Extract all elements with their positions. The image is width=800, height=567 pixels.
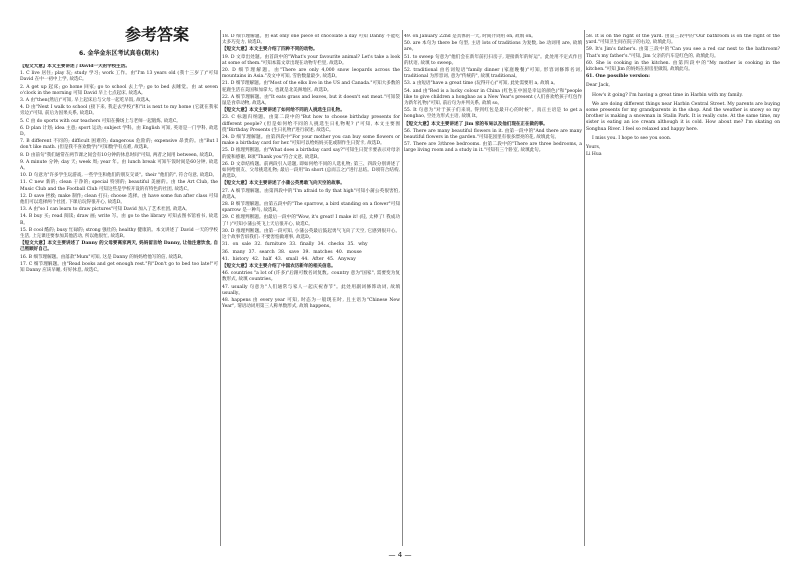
- answer-item: 30. D 推理判断题。由第一段可知, 小蒲公英最后鼓起勇气飞向了天空, 它感到很开心。这个故事告诉我们: 不要害怕做难事, 故选D。: [222, 228, 400, 241]
- answer-item: 51. to sweep 句意为"他们会在新年前打扫房子, 迎接新年的好运"。此处用不定式作目的状语, 故填 to sweep。: [404, 54, 582, 66]
- answer-item: 59. It's Jim's father's. 由第三段中的"Can you see a red car next to the bathroom? That's my father's."可知, Jim 父亲的汽车是红色的, 故填此句。: [586, 47, 780, 59]
- essay-paragraph: We are doing different things near Harbin Central Street. My parents are buying some presents for my grandparents in the shop. And the weather is snowy so my brother is making a snowman in Stalin Park. It is really cute. At the same time, my sister is eating an ice cream although it is cold. How about me? I'm skating on Songhua River. I feel so relaxed and happy here.: [586, 101, 780, 132]
- column-divider: [402, 30, 403, 546]
- answer-item: 2. A get up 起床; go home 回家; go to school 去上学; go to bed 去睡觉。由 at seven o'clock in the morning 可知 David 早上七点起床, 故选A。: [20, 84, 218, 96]
- answer-item: 58. It is on the right of the yard. 由第三段中的"Our bathroom is on the right of the yard."可知卫生间在院子的右边, 故填此句。: [586, 34, 780, 46]
- answer-item: 4. D 由"Next I walk to school (接下来, 我走去学校)"和"it is next to my home (它就在我家旁边)"可知, 前后为因果关系, 故选D。: [20, 105, 218, 117]
- essay-signature: Li Hua: [586, 152, 602, 158]
- answer-item: 6. D plan 计划; idea 主意; sport 运动; subject 学科。由 English 可知, 英语是一门学科, 故选D。: [20, 125, 218, 138]
- page-number: — 4 —: [388, 551, 412, 559]
- answer-item: 14. B buy 买; read 阅读; draw 画; write 写。由 go to the library 可知去图书馆看书, 故选B。: [20, 214, 218, 226]
- answer-item: 46. countries "a lot of (许多)"后跟可数名词复数。country 意为"国家", 需要变为复数形式, 故填 countries。: [222, 271, 400, 283]
- answer-item: 53. a 由短语"have a great time (玩得开心)"可知, 此处需要用 a, 故填 a。: [404, 81, 558, 87]
- passage-summary: 【短文大意】本文主要讲述了 Jim 家的布局以及他们现在正在做的事。: [404, 121, 548, 127]
- passage-summary: 【短文大意】本文主要讲述了David一天的学校生活。: [20, 64, 130, 69]
- answer-item: 23. C 标题归纳题。由第二段中的"But how to choose birthday presents for different people? (但是如何给不同的人挑选生日礼物呢? )"可知, 本文主要围绕"Birthday Presents (生日礼物)"进行叙述, 故选C。: [222, 115, 400, 133]
- answer-item: 11. C new 新的; clean 干净的; special 特别的; beautiful 美丽的。由 the Art Club, the Music Club and the Football Club 可知这些是学校开设的有特色的社团, 故选C。: [20, 180, 218, 192]
- answer-item: 12. D save 拯救; make 制作; clean 打扫; choose 选择。由 have some fun after class 可知他们可以选择两个社团, 下课后玩得很开心, 故选D。: [20, 193, 218, 206]
- essay-closing: Yours,: [586, 145, 601, 151]
- answer-item: 60. She is cooking in the kitchen. 由第四段中的"My mother is cooking in the kitchen."可知 Jim 的妈妈在厨房里做饭, 故填此句。: [586, 60, 780, 73]
- passage-summary: 【短文大意】本文主要介绍了四种不同的动物。: [222, 47, 318, 53]
- answer-item: 18. D 细节理解题。由 eat only one piece of chocolate a day 可知 Danny 不能吃太多巧克力, 故选D。: [222, 34, 400, 46]
- section-title: 6. 金华金东区考试真卷(期末): [78, 50, 160, 57]
- answer-item: 25. D 推理判断题。由"What does a birthday card say?"可知生日贺卡要表示对母亲的爱和感谢, B项"Thank you"符合文意, 故选B。: [222, 148, 400, 160]
- answer-item: 47. usually 句意为"人们通常与家人一起庆祝春节"。此处用副词修饰动词, 故填 usually。: [222, 284, 400, 296]
- essay-salutation: Dear Jack,: [586, 83, 610, 89]
- answer-row: 36. many 37. search 38. save 39. matches 40. mouse: [222, 249, 362, 255]
- answer-item: 49. on January 22nd 是具体的一天, 时间介词用 on, 故填 on。: [404, 34, 536, 39]
- answer-item: 57. There are 3/three bedrooms. 由第二段中的"There are three bedrooms, a large living room and a study in it."可知有三个卧室, 故填此句。: [404, 142, 582, 154]
- answer-item: 17. C 细节理解题。由"Read books and get enough rest."和"Don't go to bed too late!"可知 Danny 应该早睡, 好好休息, 故选C。: [20, 261, 218, 274]
- answer-row: 41. history 42. half 43. small 44. After 45. Anyway: [222, 256, 356, 262]
- answer-item: 20. D 细节理解题。由"There are only 4,000 snow leopards across the mountains in Asia."及文中可知, 雪豹数量最少, 故选D。: [222, 68, 400, 80]
- sample-essay: [586, 83, 780, 158]
- answer-item: 19. D 文章出处题。由首段中的"What's your favourite animal? Let's take a look at some of them."可知本篇文章出现在动物专栏里, 故选D。: [222, 54, 400, 66]
- passage-summary: 61. One possible version:: [586, 74, 650, 80]
- column-divider: [220, 30, 221, 546]
- answer-item: 27. A 细节理解题。由第四段中的"I'm afraid to fly that high"可知小蒲公英很害怕, 故选A。: [222, 188, 400, 200]
- answer-item: 24. D 细节理解题。由第四段中"For your mother you can buy some flowers or make a birthday card for her."可知可以给妈妈买花或制作生日贺卡, 故选D。: [222, 135, 400, 147]
- answer-item: 16. B 细节理解题。由落款"Mum"可知, 这是 Danny 的妈妈给他写的信, 故选B。: [20, 254, 186, 260]
- essay-paragraph: I miss you. I hope to see you soon.: [592, 135, 672, 141]
- column-divider: [584, 30, 585, 546]
- answer-item: 7. B different 不同的; difficult 困难的; dangerous 危险的; expensive 昂贵的。由"But I don't like math. (但是我不喜欢数学)"可知数学有点难, 故选B。: [20, 139, 218, 151]
- passage-summary: 【短文大意】本文主要介绍了中国农历新年的相关信息。: [222, 263, 336, 269]
- answer-item: 8. D 由前句"我们通常在两节课之间会有10分钟的休息时间"可知, 两者之间用 between, 故选D。: [20, 152, 217, 158]
- essay-paragraph: How's it going? I'm having a great time in Harbin with my family.: [592, 92, 743, 98]
- answer-item: 9. A minute 分钟; day 天; week 周; year 年。由 lunch break 可知午饭时间是60分钟, 故选A。: [20, 159, 218, 172]
- answer-item: 48. happens 由 every year 可知, 时态为一般现在时, 且主语为"Chinese New Year", 谓语动词用第三人称单数形式, 故填 happens。: [222, 297, 400, 310]
- answer-item: 15. B cool 酷的; busy 忙碌的; strong 强壮的; healthy 健康的。本文讲述了 David 一天的学校生活, 上完课还要参加其他活动, 所以他很忙, 故选B。: [20, 227, 218, 240]
- answer-item: 22. A 细节理解题。由"It eats grass and leaves, but it doesn't eat meat."可知袋鼠是食草动物, 故选A。: [222, 94, 400, 107]
- passage-summary: 【短文大意】本文主要讲述了小蒲公英勇敢飞向天空的故事。: [222, 181, 345, 187]
- answer-item: 54. and 由"Red is a lucky colour in China (红色在中国是幸运的颜色)"和"people like to give children a hongbao as a New Year's present (人们喜欢给孩子红包作为新年礼物)"可知, 前后句为并列关系, 故填 so。: [404, 88, 582, 107]
- answer-column-2: [222, 34, 400, 544]
- passage-summary: 【短文大意】本文主要讲述了 Danny 的父母要离家两天, 妈妈留言给 Danny, 让他注意饮食, 自己照顾好自己。: [20, 241, 218, 253]
- answer-item: 56. There are many beautiful flowers in it. 由第一段中的"And there are many beautiful flowers in the garden."可知花园里有很多漂亮的花, 故填此句。: [404, 128, 582, 141]
- answer-item: 50. are 本句为 there be 句型, 主语 lots of traditions 为复数, be 动词用 are, 故填 are。: [404, 41, 582, 53]
- answer-item: 21. D 细节理解题。由"Most of the elks live in the US and Canada."可知大多数的驼鹿生活在美国和加拿大, 也就是北美洲地区, 故选D。: [222, 81, 400, 93]
- answer-item: 52. traditional 由名词短语"family dinner (家庭晚餐)"可知, 形容词修饰名词, traditional 为形容词, 意为"传统的", 故填 traditional。: [404, 68, 582, 80]
- answer-row: 31. on sale 32. furniture 33. finally 34. checks 35. why: [222, 242, 368, 248]
- answer-item: 3. A 由"then(然后)"可知, 早上起床后与父母一起吃早饭, 故选A。: [20, 98, 154, 104]
- answer-item: 29. C 推理判断题。由最后一段中的"Wow, it's great! I make it! (哇, 太棒了! 我成功了! )"可知小蒲公英飞上天后很开心, 故选C。: [222, 215, 400, 227]
- page-title: 参考答案: [124, 25, 189, 44]
- answer-item: 13. A 由"so I can learn to draw pictures"可知 David 加入了艺术社团, 故选A。: [20, 207, 190, 213]
- answer-item: 28. B 细节理解题。由第五段中的"The sparrow, a bird standing on a flower"可知 sparrow 是一种鸟, 故选B。: [222, 202, 400, 214]
- answer-column-4: [586, 34, 780, 544]
- passage-summary: 【短文大意】本文主要讲述了如何给不同的人挑选生日礼物。: [222, 108, 345, 114]
- answer-item: 10. D 句意为"许多学生玩游戏, 一些学生和他们的朋友交谈"。their "他们的", 符合句意, 故选D。: [20, 173, 218, 179]
- answer-item: 1. C live 居住; play 玩; study 学习; work 工作。由"I'm 13 years old (我十三岁了)"可知David 在中一初中上学, 故选C。: [20, 71, 218, 83]
- answer-column-1: [20, 64, 218, 542]
- answer-item: 5. C 由 do sports with our teachers 可知在操场上与老师一起锻炼, 故选C。: [20, 118, 181, 124]
- answer-item: 55. It 句意为"对于孩子们来说, 得到红包是最开心的时候"。真正主语是 to get a hongbao, 空处为形式主语, 故填 It。: [404, 108, 582, 120]
- answer-item: 26. D 文章结构题。前两段引入话题, 即如何给不同的人选礼物; 第三、四段分别讲述了如何给朋友、父母挑选礼物; 最后一段用"In short (总而言之)"进行总结。D项符合结构, 故选D。: [222, 161, 400, 180]
- answer-column-3: [404, 34, 582, 544]
